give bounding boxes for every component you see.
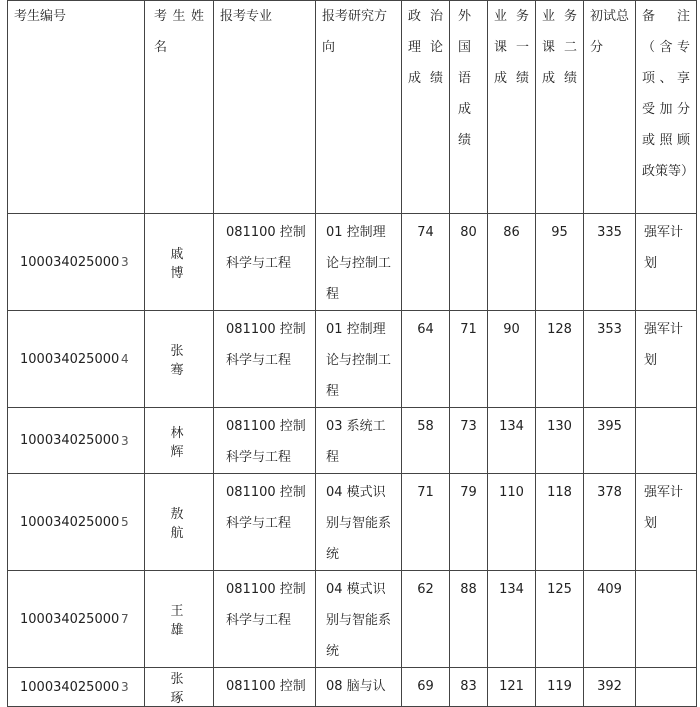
cell-direction: 04 模式识别与智能系统 xyxy=(316,571,402,668)
candidate-id-suffix: 3 xyxy=(121,255,129,269)
cell-id xyxy=(8,571,145,668)
header-foreign: 外国语成绩 xyxy=(450,1,488,214)
candidate-id-suffix: 3 xyxy=(121,433,129,448)
cell-total: 409 xyxy=(584,571,636,668)
candidate-id: 100034025000 xyxy=(20,514,120,530)
cell-name: 张 琢 xyxy=(145,668,214,707)
candidate-id: 100034025000 xyxy=(20,351,120,367)
header-direction: 报考研究方向 xyxy=(316,1,402,214)
table-row xyxy=(8,474,697,571)
cell-foreign: 79 xyxy=(450,474,488,571)
header-note: 备注（含专项、享受加分或照顾政策等） xyxy=(636,1,697,214)
score-table xyxy=(7,0,697,707)
cell-foreign: 80 xyxy=(450,214,488,311)
cell-name: 王 雄 xyxy=(145,571,214,668)
cell-total: 392 xyxy=(584,668,636,707)
cell-name: 张 骞 xyxy=(145,311,214,408)
table-row xyxy=(8,408,697,474)
cell-id xyxy=(8,408,145,474)
cell-course1: 134 xyxy=(488,408,536,474)
candidate-id: 100034025000 xyxy=(20,254,120,270)
header-id: 考生编号 xyxy=(8,1,145,214)
candidate-id-suffix: 5 xyxy=(121,515,129,529)
header-course1: 业务课一成绩 xyxy=(488,1,536,214)
cell-name: 林 辉 xyxy=(145,408,214,474)
table-row xyxy=(8,571,697,668)
cell-id xyxy=(8,474,145,571)
cell-major: 081100 控制科学与工程 xyxy=(214,408,316,474)
cell-note: 强军计划 xyxy=(636,474,697,571)
cell-total: 353 xyxy=(584,311,636,408)
cell-id xyxy=(8,311,145,408)
cell-course1: 134 xyxy=(488,571,536,668)
table-row xyxy=(8,668,697,707)
cell-course2: 128 xyxy=(536,311,584,408)
cell-total: 335 xyxy=(584,214,636,311)
cell-politics: 62 xyxy=(402,571,450,668)
cell-note xyxy=(636,408,697,474)
candidate-id-suffix: 7 xyxy=(121,612,129,626)
cell-politics: 64 xyxy=(402,311,450,408)
cell-direction: 03 系统工程 xyxy=(316,408,402,474)
cell-foreign: 73 xyxy=(450,408,488,474)
candidate-id: 100034025000 xyxy=(20,433,120,448)
cell-major: 081100 控制科学与工程 xyxy=(214,474,316,571)
cell-foreign: 83 xyxy=(450,668,488,707)
cell-id xyxy=(8,214,145,311)
header-total: 初试总分 xyxy=(584,1,636,214)
cell-note xyxy=(636,571,697,668)
cell-direction: 01 控制理论与控制工程 xyxy=(316,311,402,408)
cell-name: 敖 航 xyxy=(145,474,214,571)
cell-foreign: 71 xyxy=(450,311,488,408)
candidate-id: 100034025000 xyxy=(20,611,120,627)
cell-politics: 71 xyxy=(402,474,450,571)
cell-id xyxy=(8,668,145,707)
header-row xyxy=(8,1,697,214)
cell-course1: 110 xyxy=(488,474,536,571)
cell-course2: 95 xyxy=(536,214,584,311)
cell-note xyxy=(636,668,697,707)
cell-major: 081100 控制科学与工程 xyxy=(214,214,316,311)
header-course2: 业务课二成绩 xyxy=(536,1,584,214)
cell-course1: 86 xyxy=(488,214,536,311)
cell-total: 395 xyxy=(584,408,636,474)
cell-course1: 90 xyxy=(488,311,536,408)
cell-direction: 04 模式识别与智能系统 xyxy=(316,474,402,571)
cell-note: 强军计划 xyxy=(636,214,697,311)
cell-course2: 119 xyxy=(536,668,584,707)
cell-note: 强军计划 xyxy=(636,311,697,408)
table-row xyxy=(8,214,697,311)
candidate-id-suffix: 3 xyxy=(121,680,129,694)
candidate-id: 100034025000 xyxy=(20,679,120,695)
cell-major: 081100 控制 xyxy=(214,668,316,707)
cell-direction: 08 脑与认 xyxy=(316,668,402,707)
cell-major: 081100 控制科学与工程 xyxy=(214,571,316,668)
cell-major: 081100 控制科学与工程 xyxy=(214,311,316,408)
cell-foreign: 88 xyxy=(450,571,488,668)
header-name: 考生姓名 xyxy=(145,1,214,214)
cell-name: 戚 博 xyxy=(145,214,214,311)
candidate-id-suffix: 4 xyxy=(121,352,129,366)
cell-course1: 121 xyxy=(488,668,536,707)
cell-politics: 58 xyxy=(402,408,450,474)
cell-course2: 130 xyxy=(536,408,584,474)
cell-course2: 118 xyxy=(536,474,584,571)
table-row xyxy=(8,311,697,408)
header-major: 报考专业 xyxy=(214,1,316,214)
cell-course2: 125 xyxy=(536,571,584,668)
header-politics: 政治理论成绩 xyxy=(402,1,450,214)
cell-politics: 74 xyxy=(402,214,450,311)
cell-politics: 69 xyxy=(402,668,450,707)
cell-direction: 01 控制理论与控制工程 xyxy=(316,214,402,311)
cell-total: 378 xyxy=(584,474,636,571)
